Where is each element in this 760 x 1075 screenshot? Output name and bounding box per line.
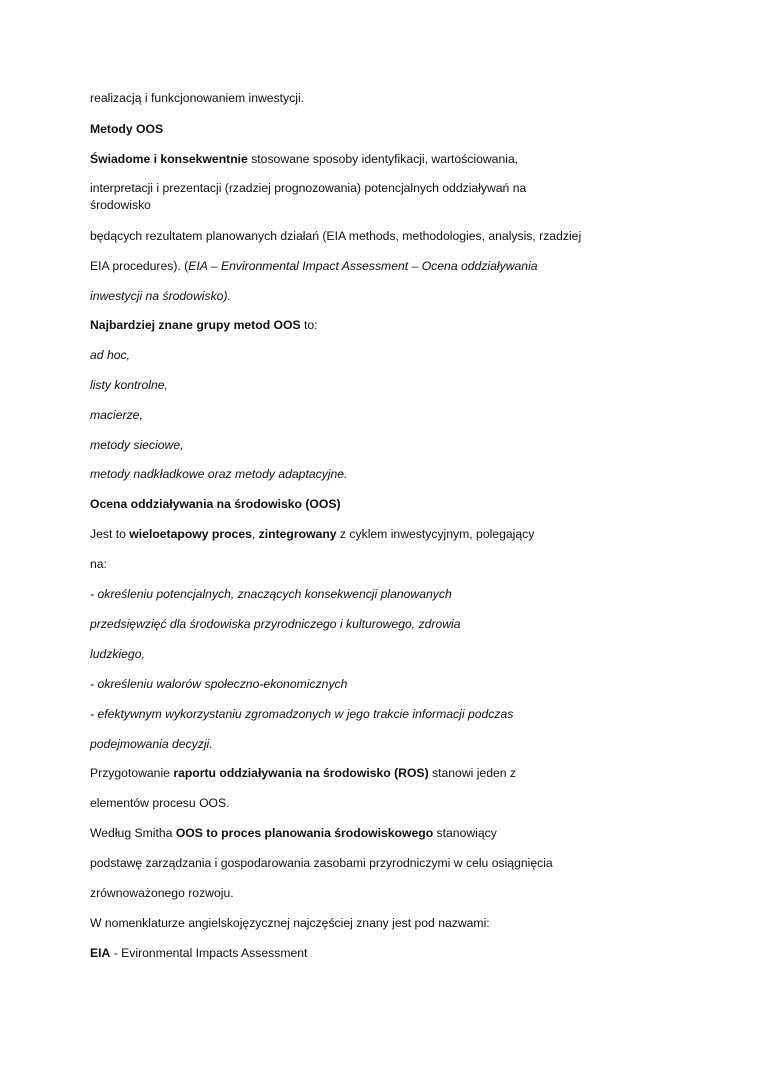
text-run: inwestycji na środowisko). — [90, 289, 231, 303]
text-run: listy kontrolne, — [90, 378, 168, 392]
text-run: to: — [300, 318, 318, 332]
list-item — [90, 348, 130, 363]
text-run: wieloetapowy proces — [129, 527, 252, 541]
text-run: ‐ Evironmental Impacts Assessment — [110, 946, 308, 960]
text-run: Świadome i konsekwentnie — [90, 152, 248, 166]
text-line — [90, 707, 513, 722]
text-line — [90, 318, 318, 333]
text-line — [90, 587, 452, 602]
text-run: stanowiący — [433, 826, 497, 840]
text-line — [90, 766, 516, 781]
text-run: - efektywnym wykorzystaniu zgromadzonych w jego trakcie informacji podczas — [90, 707, 514, 721]
text-line — [90, 946, 307, 961]
text-run: EIA – Environmental Impact Assessment – Ocena oddziaływania — [188, 259, 538, 273]
text-run: przedsięwzięć dla środowiska przyrodniczego i kulturowego, zdrowia — [90, 617, 461, 631]
text-line — [90, 737, 213, 752]
text-run: z cyklem inwestycyjnym, polegający — [336, 527, 535, 541]
text-run: Według Smitha — [90, 826, 176, 840]
text-line — [90, 826, 497, 841]
text-run: stosowane sposoby identyfikacji, wartościowania, — [247, 152, 519, 166]
text-run: Jest to — [90, 527, 130, 541]
text-line — [90, 259, 538, 274]
text-run: raportu oddziaływania na środowisko (ROS) — [173, 766, 429, 780]
text-run: macierze, — [90, 408, 143, 422]
text-run: W nomenklaturze angielskojęzycznej najczęściej znany jest pod nazwami: — [90, 916, 490, 930]
list-item — [90, 438, 183, 453]
text-run: metody nadkładkowe oraz metody adaptacyjne. — [90, 467, 348, 481]
text-run: - określeniu potencjalnych, znaczących konsekwencji planowanych — [90, 587, 452, 601]
text-run: ludzkiego, — [90, 647, 145, 661]
text-run: metody sieciowe, — [90, 438, 184, 452]
text-run: na: — [90, 557, 107, 571]
text-run: będących rezultatem planowanych działań (EIA methods, methodologies, analysis, rzadziej — [90, 229, 582, 243]
text-line — [90, 152, 518, 167]
text-run: EIA — [90, 946, 111, 960]
text-line — [90, 181, 526, 196]
text-line — [90, 557, 107, 572]
text-line — [90, 617, 461, 632]
list-item — [90, 408, 143, 423]
text-run: Najbardziej znane grupy metod OOS — [90, 318, 301, 332]
text-run: interpretacji i prezentacji (rzadziej prognozowania) potencjalnych oddziaływań na — [90, 181, 527, 195]
text-run: Ocena oddziaływania na środowisko (OOS) — [90, 497, 341, 511]
text-run: ad hoc, — [90, 348, 130, 362]
section-heading — [90, 122, 163, 137]
text-run: środowisko — [90, 198, 151, 212]
text-run: elementów procesu OOS. — [90, 796, 230, 810]
text-line — [90, 91, 304, 106]
text-run: podejmowania decyzji. — [90, 737, 213, 751]
text-line — [90, 229, 581, 244]
text-run: stanowi jeden z — [428, 766, 517, 780]
text-run: zrównoważonego rozwoju. — [90, 886, 234, 900]
text-line — [90, 198, 151, 213]
text-line — [90, 856, 553, 871]
text-run: zintegrowany — [258, 527, 337, 541]
text-line — [90, 677, 347, 692]
text-run: OOS to proces planowania środowiskowego — [175, 826, 434, 840]
text-run: podstawę zarządzania i gospodarowania zasobami przyrodniczymi w celu osiągnięcia — [90, 856, 553, 870]
text-line — [90, 647, 145, 662]
list-item — [90, 467, 347, 482]
text-line — [90, 289, 231, 304]
section-heading — [90, 497, 341, 512]
text-line — [90, 886, 234, 901]
text-run: EIA procedures). ( — [90, 259, 189, 273]
text-run: Przygotowanie — [90, 766, 174, 780]
text-run: realizacją i funkcjonowaniem inwestycji. — [90, 91, 305, 105]
text-line — [90, 796, 230, 811]
text-run: , — [251, 527, 259, 541]
text-line — [90, 527, 534, 542]
text-line — [90, 916, 490, 931]
text-run: - określeniu walorów społeczno-ekonomicznych — [90, 677, 348, 691]
text-run: Metody OOS — [90, 122, 164, 136]
list-item — [90, 378, 168, 393]
